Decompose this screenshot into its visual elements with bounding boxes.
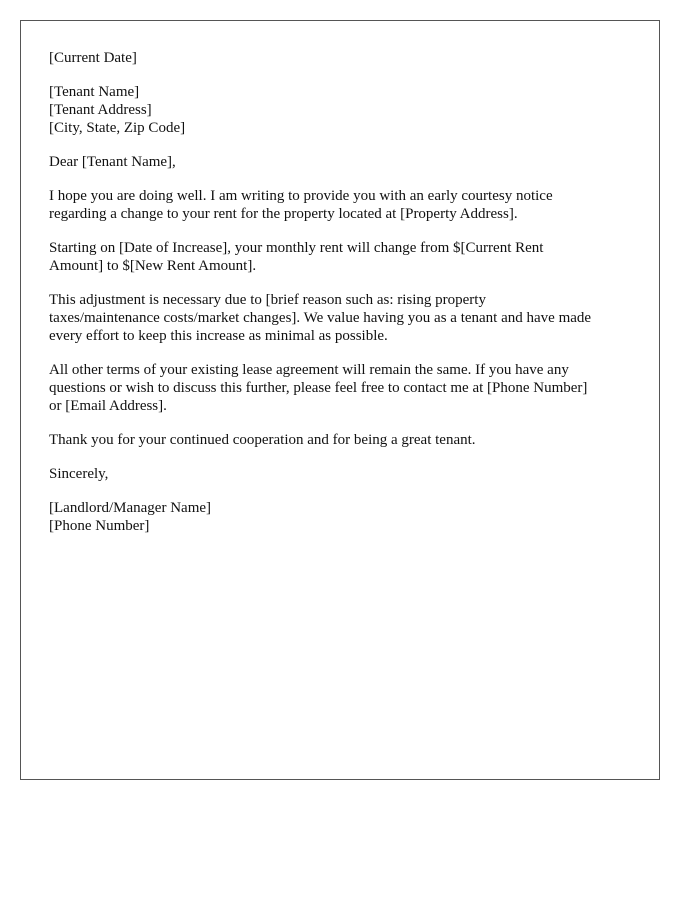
paragraph-line: questions or wish to discuss this further, please feel free to contact me at [Phone Number]: [49, 380, 588, 396]
paragraph-line: Starting on [Date of Increase], your monthly rent will change from $[Current Rent: [49, 240, 544, 256]
paragraph-thanks: [49, 431, 639, 449]
signature-block: [49, 499, 639, 535]
letter-date: [Current Date]: [49, 50, 137, 66]
letter-page: [20, 20, 660, 780]
paragraph-line: Thank you for your continued cooperation and for being a great tenant.: [49, 432, 476, 448]
signature-name: [Landlord/Manager Name]: [49, 500, 212, 516]
paragraph-reason: [49, 291, 639, 345]
recipient-address: [Tenant Address]: [49, 102, 152, 118]
paragraph-line: taxes/maintenance costs/market changes]. We value having you as a tenant and have made: [49, 310, 592, 326]
paragraph-line: Amount] to $[New Rent Amount].: [49, 258, 257, 274]
paragraph-line: every effort to keep this increase as minimal as possible.: [49, 328, 388, 344]
paragraph-line: This adjustment is necessary due to [brief reason such as: rising property: [49, 292, 486, 308]
paragraph-lease-terms: [49, 361, 639, 415]
closing: Sincerely,: [49, 466, 109, 482]
closing-block: [49, 465, 639, 483]
date-block: [49, 49, 639, 67]
salutation-block: [49, 153, 639, 171]
recipient-city-state-zip: [City, State, Zip Code]: [49, 120, 186, 136]
paragraph-line: or [Email Address].: [49, 398, 167, 414]
paragraph-line: regarding a change to your rent for the property located at [Property Address].: [49, 206, 518, 222]
paragraph-line: I hope you are doing well. I am writing to provide you with an early courtesy notice: [49, 188, 553, 204]
paragraph-intro: [49, 187, 639, 223]
signature-phone: [Phone Number]: [49, 518, 150, 534]
letter-body: [49, 49, 639, 551]
salutation: Dear [Tenant Name],: [49, 154, 176, 170]
paragraph-rent-change: [49, 239, 639, 275]
recipient-name: [Tenant Name]: [49, 84, 140, 100]
recipient-block: [49, 83, 639, 137]
paragraph-line: All other terms of your existing lease agreement will remain the same. If you have any: [49, 362, 569, 378]
